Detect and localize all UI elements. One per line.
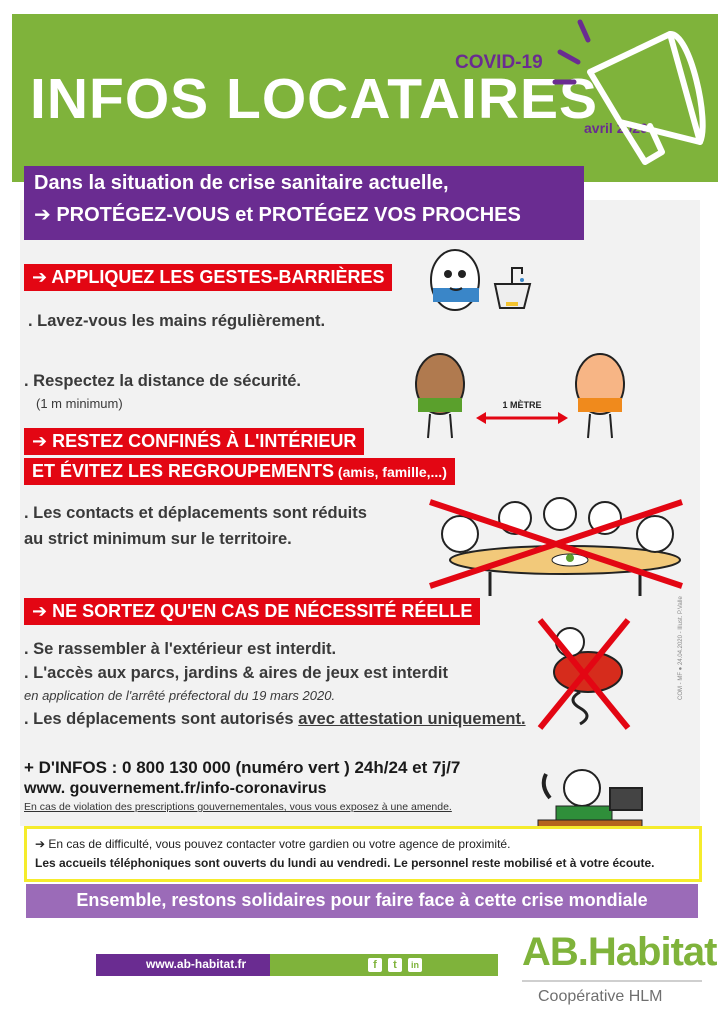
footer-bar <box>96 954 498 976</box>
publication-date: avril 2020 <box>584 120 648 136</box>
section-heading-necessity: ➔ NE SORTEZ QU'EN CAS DE NÉCESSITÉ RÉELLE <box>24 598 480 625</box>
parks-forbidden-text: . L'accès aux parcs, jardins & aires de jeux est interdit <box>24 664 448 682</box>
intro-line-2: ➔ PROTÉGEZ-VOUS et PROTÉGEZ VOS PROCHES <box>34 204 521 226</box>
footer-purple-segment <box>96 954 270 976</box>
gathering-forbidden-text: . Se rassembler à l'extérieur est interdit. <box>24 640 337 658</box>
section-heading-barrier-gestures: ➔ APPLIQUEZ LES GESTES-BARRIÈRES <box>24 264 392 291</box>
facebook-icon[interactable]: f <box>368 958 382 972</box>
page-title: INFOS LOCATAIRES <box>30 67 599 131</box>
travel-text <box>24 710 526 729</box>
playground-forbidden-illustration <box>536 616 632 732</box>
fine-warning: En cas de violation des prescriptions gouvernementales, vous vous exposez à une amende. <box>24 801 452 813</box>
covid-tag: COVID-19 <box>455 52 543 73</box>
contact-line-1: ➔ En cas de difficulté, vous pouvez contacter votre gardien ou votre agence de proximité. <box>35 837 511 851</box>
contacts-text-line1: . Les contacts et déplacements sont réduits <box>24 504 367 522</box>
prefectoral-note: en application de l'arrêté préfectoral du 19 mars 2020. <box>24 688 336 703</box>
ab-habitat-logo: AB.Habitat <box>522 930 717 974</box>
distance-note: (1 m minimum) <box>36 396 123 411</box>
attestation-text: avec attestation uniquement. <box>298 710 526 728</box>
distance-text: . Respectez la distance de sécurité. <box>24 372 301 390</box>
intro-banner <box>24 166 584 240</box>
social-distance-illustration <box>404 348 638 442</box>
handwash-text: . Lavez-vous les mains régulièrement. <box>28 312 326 330</box>
info-phone-line: + D'INFOS : 0 800 130 000 (numéro vert ) 24h/24 et 7j/7 <box>24 758 461 777</box>
logo-subtitle: Coopérative HLM <box>538 988 663 1005</box>
slogan-text: Ensemble, restons solidaires pour faire face à cette crise mondiale <box>76 890 648 910</box>
megaphone-icon <box>550 12 720 177</box>
info-website-line: www. gouvernement.fr/info-coronavirus <box>24 780 327 797</box>
intro-line-1: Dans la situation de crise sanitaire actuelle, <box>34 172 449 194</box>
contact-line-2: Les accueils téléphoniques sont ouverts du lundi au vendredi. Le personnel reste mobilisé et à votre écoute. <box>35 856 655 870</box>
contact-box <box>24 826 702 882</box>
logo-divider <box>522 980 702 982</box>
section-heading-stay-home-line2 <box>24 458 455 485</box>
illustration-credit: COM - MF ● 24.04.2020 - Illust. P.Valle <box>678 596 684 700</box>
twitter-icon[interactable]: t <box>388 958 402 972</box>
section-heading-stay-home-line1: ➔ RESTEZ CONFINÉS À L'INTÉRIEUR <box>24 428 364 455</box>
website-link[interactable]: www.ab-habitat.fr <box>146 957 247 971</box>
section-heading-stay-home-main: ET ÉVITEZ LES REGROUPEMENTS <box>32 461 335 481</box>
linkedin-icon[interactable]: in <box>408 958 422 972</box>
footer-green-segment <box>270 954 498 976</box>
distance-label: 1 MÈTRE <box>502 400 542 410</box>
gathering-forbidden-illustration <box>420 494 690 598</box>
section-heading-stay-home-extra: (amis, famille,...) <box>334 464 447 480</box>
contacts-text-line2: au strict minimum sur le territoire. <box>24 530 292 548</box>
travel-text-prefix: . Les déplacements sont autorisés <box>24 710 299 728</box>
phone-desk-illustration <box>536 764 646 834</box>
handwashing-illustration <box>420 244 540 324</box>
slogan-banner <box>26 884 698 918</box>
